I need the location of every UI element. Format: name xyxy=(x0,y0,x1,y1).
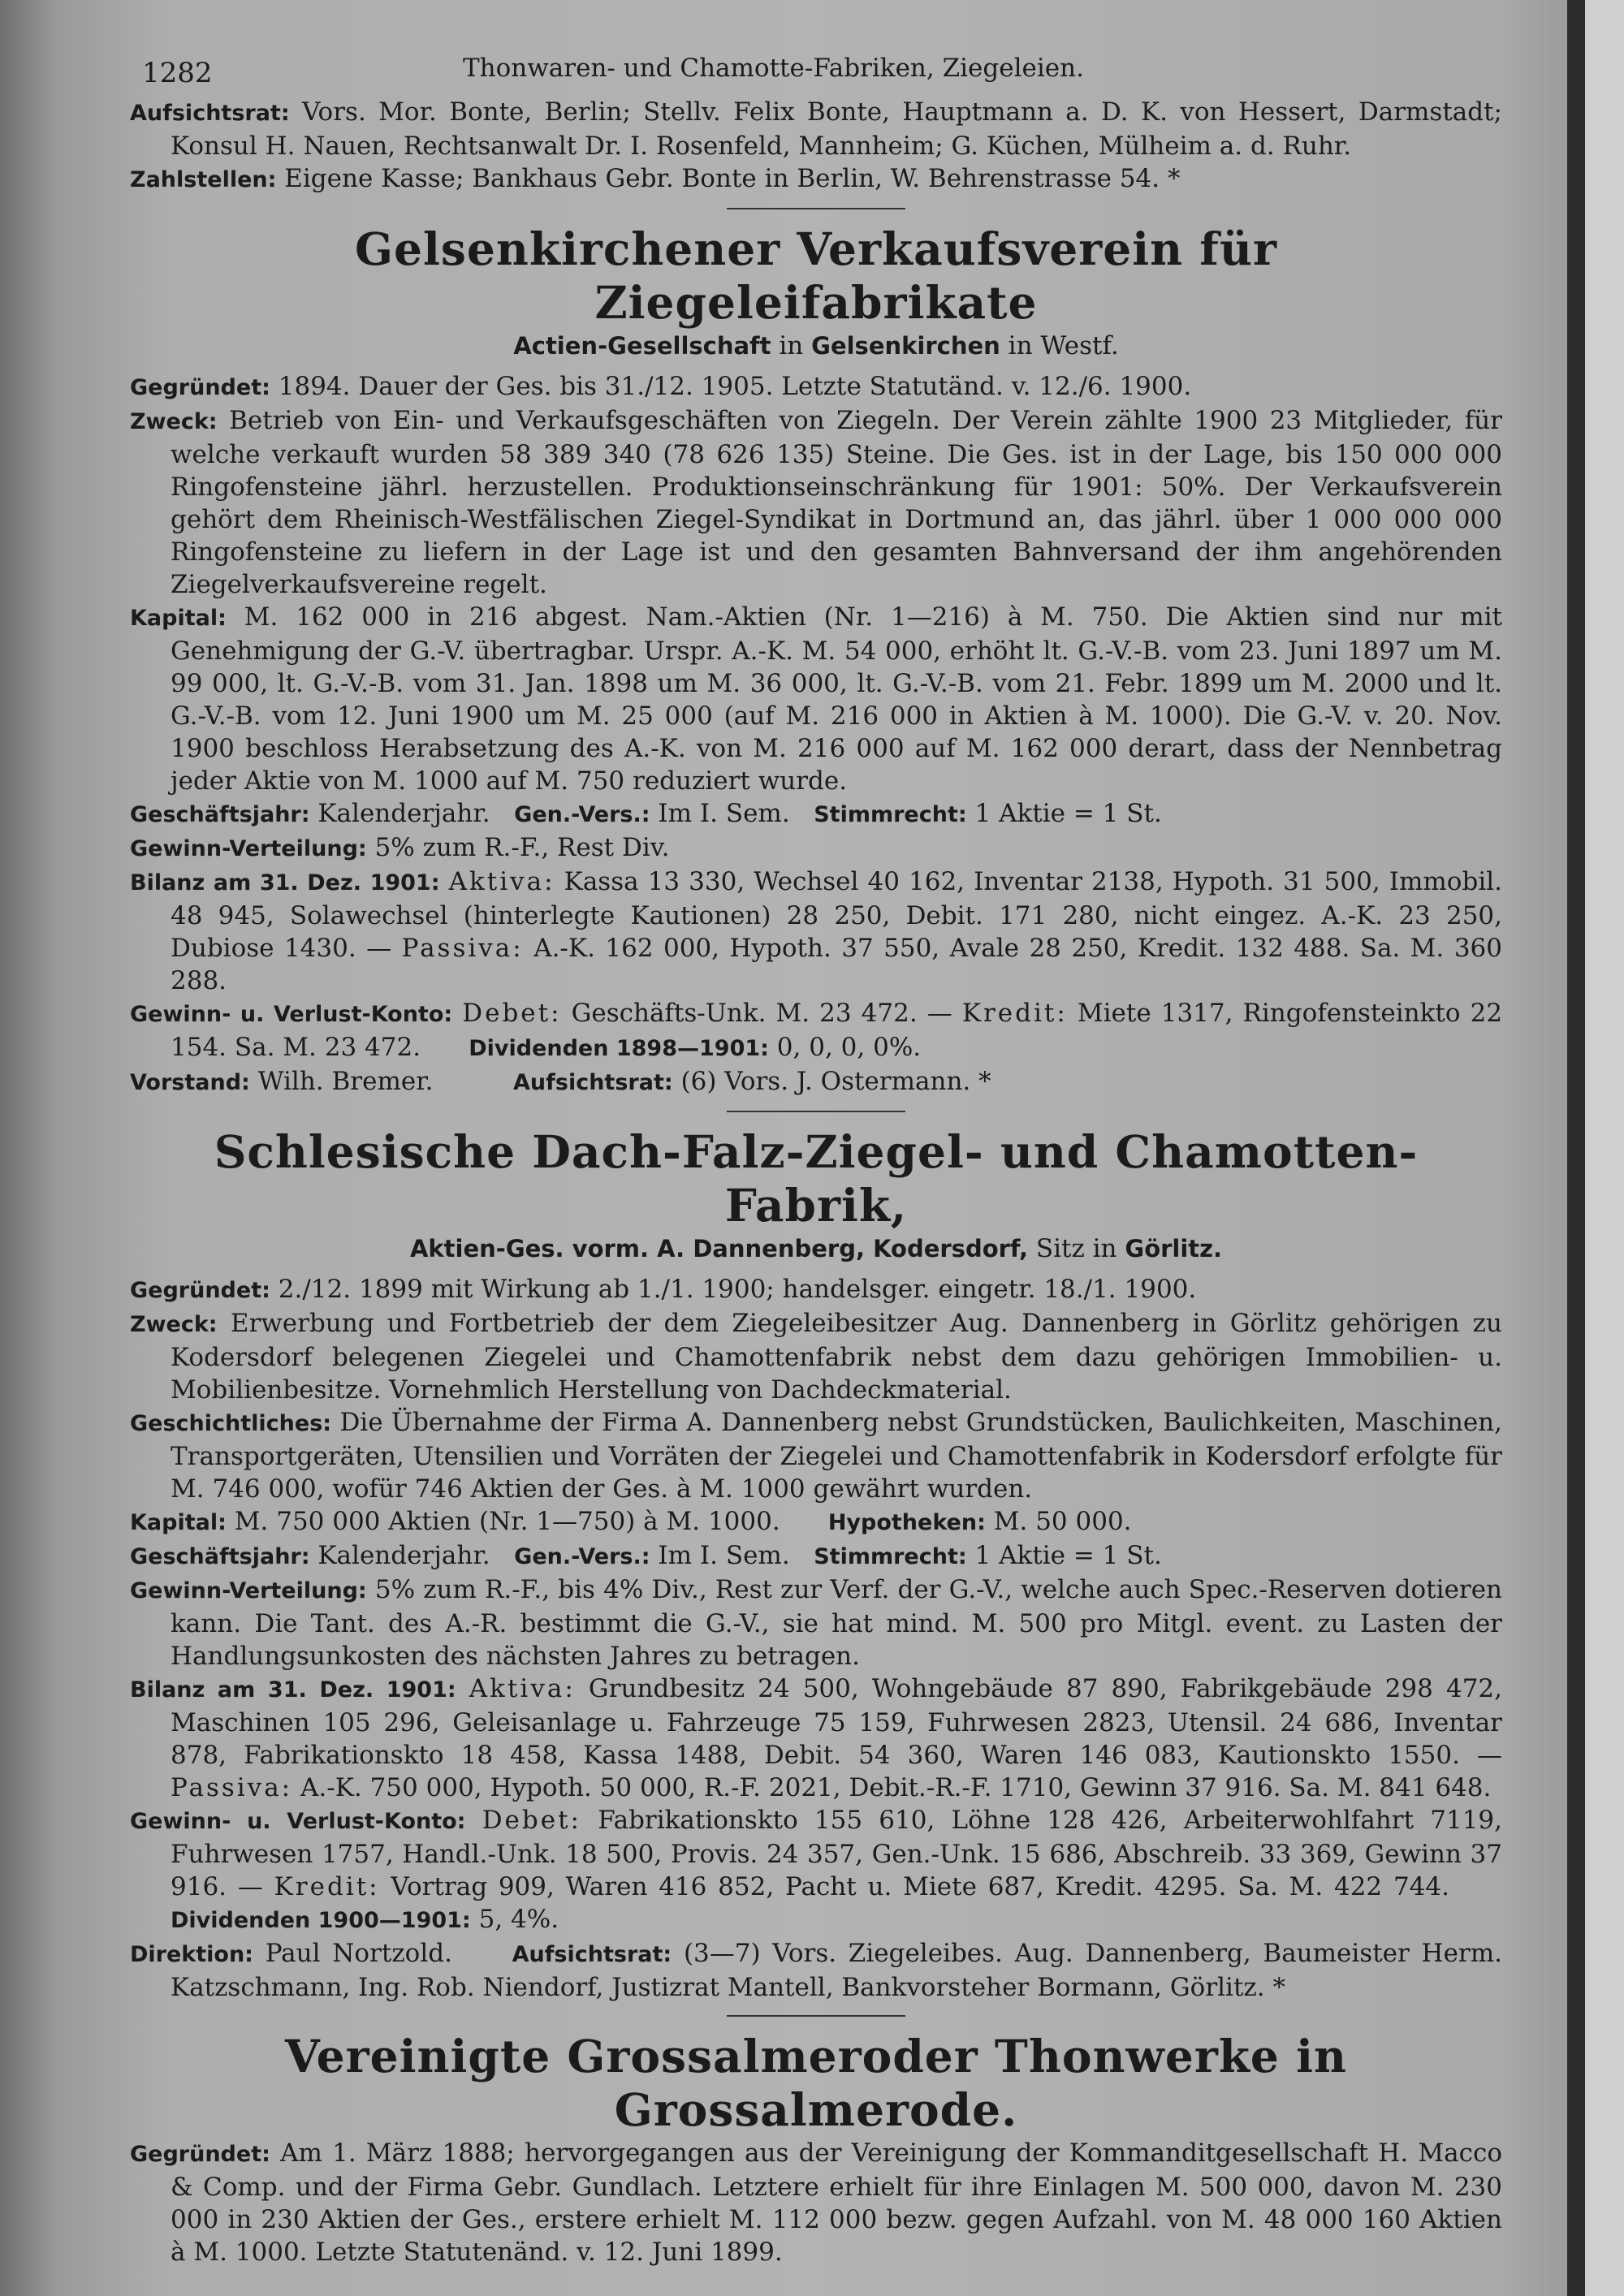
text: (3—7) Vors. Ziegeleibes. Aug. Dannenberg, Baumeister Herm. Katzschmann, Ing. Rob. Niendorf, Justizrat Mantell, Bankvorsteher Bormann, Görlitz. * xyxy=(171,1939,1503,2002)
subtitle-bold: Actien-Gesellschaft xyxy=(513,332,771,360)
label: Bilanz am 31. Dez. 1901: xyxy=(130,1677,456,1703)
gegruendet-entry xyxy=(130,1273,1502,1307)
text: Wilh. Bremer. xyxy=(257,1067,434,1096)
label: Dividenden 1898—1901: xyxy=(469,1036,769,1061)
debet-label: Debet: xyxy=(482,1806,581,1835)
page-edge xyxy=(1585,0,1624,2296)
top-zahlstellen xyxy=(130,162,1502,196)
aktiva-label: Aktiva: xyxy=(469,1674,576,1703)
label: Zahlstellen: xyxy=(130,167,277,192)
text: 5, 4%. xyxy=(478,1905,559,1934)
direktion-entry xyxy=(130,1937,1502,2004)
company-title: Gelsenkirchener Verkaufsverein für Ziegeleifabrikate xyxy=(355,222,1277,329)
label: Kapital: xyxy=(130,1510,227,1535)
vorstand-entry xyxy=(130,1065,1502,1099)
label: Direktion: xyxy=(130,1942,253,1967)
page-content xyxy=(130,49,1502,2268)
label: Kapital: xyxy=(130,606,227,631)
text: Kalenderjahr. xyxy=(317,1541,490,1570)
text: Betrieb von Ein- und Verkaufsgeschäften von Ziegeln. Der Verein zählte 1900 23 Mitglieder, für welche verkauft wurden 58 389 340 (78 626 135) Steine. Die Ges. ist in der Lage, bis 150 000 000 Ringofensteine jährl. herzustellen. Produktionseinschränkung für 1901: 50%. Der Verkaufsverein gehört dem Rheinisch-Westfälischen Ziegel-Syndikat in Dortmund an, das jährl. über 1 000 000 000 Ringofensteine zu liefern in der Lage ist und den gesamten Bahnversand der ihm angehörenden Ziegelverkaufsvereine regelt. xyxy=(171,406,1503,599)
text: Am 1. März 1888; hervorgegangen aus der Vereinigung der Kommanditgesellschaft H. Macco & Comp. und der Firma Gebr. Gundlach. Letztere erhielt für ihre Einlagen M. 500 000, davon M. 230 000 in 230 Aktien der Ges., erstere erhielt M. 112 000 bezw. gegen Aufzahl. von M. 48 000 160 Aktien à M. 1000. Letzte Statutenänd. v. 12. Juni 1899. xyxy=(171,2138,1502,2267)
label: Gen.-Vers.: xyxy=(514,802,650,827)
separator-rule xyxy=(727,1111,905,1112)
gegruendet-entry xyxy=(130,2137,1502,2268)
text: Vortrag 909, Waren 416 852, Pacht u. Miete 687, Kredit. 4295. Sa. M. 422 744. xyxy=(391,1872,1449,1901)
kapital-entry xyxy=(130,1505,1502,1539)
text: M. 750 000 Aktien (Nr. 1—750) à M. 1000. xyxy=(234,1507,780,1536)
label: Gegründet: xyxy=(130,2142,270,2167)
passiva-label: Passiva: xyxy=(171,1773,293,1802)
running-head xyxy=(130,49,1502,96)
text: 5% zum R.-F., Rest Div. xyxy=(374,833,670,862)
passiva-label: Passiva: xyxy=(401,934,524,963)
label: Bilanz am 31. Dez. 1901: xyxy=(130,870,440,896)
label: Aufsichtsrat: xyxy=(513,1070,673,1095)
text: Im I. Sem. xyxy=(658,1541,790,1570)
text: Vors. Mor. Bonte, Berlin; Stellv. Felix Bonte, Hauptmann a. D. K. von Hessert, Darmstadt; Konsul H. Nauen, Rechtsanwalt Dr. I. Rosenfeld, Mannheim; G. Küchen, Mülheim a. d. Ruhr. xyxy=(171,97,1503,161)
text: Erwerbung und Fortbetrieb der dem Ziegeleibesitzer Aug. Dannenberg in Görlitz gehörigen zu Kodersdorf belegenen Ziegelei und Chamottenfabrik nebst dem dazu gehörigen Immobilien- u. Mobilienbesitze. Vornehmlich Herstellung von Dachdeckmaterial. xyxy=(171,1309,1502,1405)
label: Geschäftsjahr: xyxy=(130,802,310,827)
label: Dividenden 1900—1901: xyxy=(171,1908,471,1933)
label: Gegründet: xyxy=(130,375,270,400)
text: Grundbesitz 24 500, Wohngebäude 87 890, Fabrikgebäude 298 472, Maschinen 105 296, Geleisanlage u. Fahrzeuge 75 159, Fuhrwesen 2823, Utensil. 24 686, Inventar 878, Fabrikationskto 18 458, Kassa 1488, Debit. 54 360, Waren 146 083, Kautionskto 1550. — xyxy=(171,1674,1502,1770)
text: Paul Nortzold. xyxy=(265,1939,452,1968)
geschaeftsjahr-entry xyxy=(130,1539,1502,1573)
debet-label: Debet: xyxy=(462,999,562,1028)
separator-rule xyxy=(727,208,905,209)
gewinn-verteilung-entry xyxy=(130,831,1502,865)
label: Gewinn-Verteilung: xyxy=(130,836,367,861)
gewinn-verteilung-entry xyxy=(130,1573,1502,1672)
text: Miete 1317, Ringofensteinkto 22 154. Sa. M. 23 472. xyxy=(171,999,1503,1062)
company-subtitle xyxy=(130,330,1502,362)
text: Im I. Sem. xyxy=(658,799,790,828)
text: (6) Vors. J. Ostermann. * xyxy=(680,1067,991,1096)
company-title: Vereinigte Grossalmeroder Thonwerke in Grossalmerode. xyxy=(285,2030,1347,2136)
aktiva-label: Aktiva: xyxy=(448,867,555,896)
subtitle-bold: Aktien-Ges. vorm. A. Dannenberg, Kodersdorf, xyxy=(409,1235,1028,1262)
subtitle-text: in Westf. xyxy=(1008,331,1119,360)
subtitle-bold: Görlitz. xyxy=(1125,1235,1223,1262)
page-gutter-shadow xyxy=(1567,0,1585,2296)
text: 1 Aktie = 1 St. xyxy=(974,1541,1162,1570)
label: Stimmrecht: xyxy=(814,802,967,827)
text: 1 Aktie = 1 St. xyxy=(974,799,1162,828)
label: Zweck: xyxy=(130,409,218,434)
text: Kalenderjahr. xyxy=(317,799,490,828)
label: Gen.-Vers.: xyxy=(514,1544,650,1569)
guv-entry xyxy=(130,1804,1502,1937)
subtitle-text: Sitz in xyxy=(1035,1234,1117,1263)
top-aufsichtsrat xyxy=(130,96,1502,162)
kapital-entry xyxy=(130,601,1502,797)
bilanz-entry xyxy=(130,865,1502,997)
subtitle-bold: Gelsenkirchen xyxy=(811,332,1000,360)
text: 2./12. 1899 mit Wirkung ab 1./1. 1900; handelsger. eingetr. 18./1. 1900. xyxy=(278,1275,1197,1304)
text: A.-K. 162 000, Hypoth. 37 550, Avale 28 250, Kredit. 132 488. Sa. M. 360 288. xyxy=(171,934,1502,995)
company-title: Schlesische Dach-Falz-Ziegel- und Chamotten-Fabrik, xyxy=(214,1125,1419,1232)
label: Gegründet: xyxy=(130,1278,270,1303)
text: A.-K. 750 000, Hypoth. 50 000, R.-F. 2021, Debit.-R.-F. 1710, Gewinn 37 916. Sa. M. 841 648. xyxy=(300,1773,1492,1802)
text: 0, 0, 0, 0%. xyxy=(776,1033,922,1062)
text: M. 50 000. xyxy=(993,1507,1132,1536)
geschichtliches-entry xyxy=(130,1406,1502,1505)
kredit-label: Kredit: xyxy=(274,1872,380,1901)
label: Gewinn-Verteilung: xyxy=(130,1578,367,1603)
running-title: Thonwaren- und Chamotte-Fabriken, Ziegeleien. xyxy=(463,54,1084,83)
label: Geschichtliches: xyxy=(130,1411,332,1436)
text: 1894. Dauer der Ges. bis 31./12. 1905. Letzte Statutänd. v. 12./6. 1900. xyxy=(278,372,1192,401)
kredit-label: Kredit: xyxy=(961,999,1068,1028)
label: Stimmrecht: xyxy=(814,1544,967,1569)
text: Kassa 13 330, Wechsel 40 162, Inventar 2138, Hypoth. 31 500, Immobil. 48 945, Solawechsel (hinterlegte Kautionen) 28 250, Debit. 171 280, nicht eingez. A.-K. 23 250, Dubiose 1430. — xyxy=(171,867,1503,963)
text: 5% zum R.-F., bis 4% Div., Rest zur Verf. der G.-V., welche auch Spec.-Reserven dotieren kann. Die Tant. des A.-R. bestimmt die G.-V., sie hat mind. M. 500 pro Mitgl. event. zu Lasten der Handlungsunkosten des nächsten Jahres zu betragen. xyxy=(171,1575,1503,1671)
label: Gewinn- u. Verlust-Konto: xyxy=(130,1002,453,1027)
gegruendet-entry xyxy=(130,370,1502,404)
label: Vorstand: xyxy=(130,1070,250,1095)
label: Aufsichtsrat: xyxy=(512,1942,672,1967)
text: Fabrikationskto 155 610, Löhne 128 426, Arbeiterwohlfahrt 7119, Fuhrwesen 1757, Handl.-Unk. 18 500, Provis. 24 357, Gen.-Unk. 15 686, Abschreib. 33 369, Gewinn 37 916. — xyxy=(171,1806,1502,1901)
separator-rule xyxy=(727,2015,905,2017)
page-number: 1282 xyxy=(142,57,213,89)
text: M. 162 000 in 216 abgest. Nam.-Aktien (Nr. 1—216) à M. 750. Die Aktien sind nur mit Genehmigung der G.-V. übertragbar. Urspr. A.-K. M. 54 000, erhöht lt. G.-V.-B. vom 23. Juni 1897 um M. 99 000, lt. G.-V.-B. vom 31. Jan. 1898 um M. 36 000, lt. G.-V.-B. vom 21. Febr. 1899 um M. 2000 und lt. G.-V.-B. vom 12. Juni 1900 um M. 25 000 (auf M. 216 000 in Aktien à M. 1000). Die G.-V. v. 20. Nov. 1900 beschloss Herabsetzung des A.-K. von M. 216 000 auf M. 162 000 derart, dass der Nennbetrag jeder Aktie von M. 1000 auf M. 750 reduziert wurde. xyxy=(171,602,1503,796)
bilanz-entry xyxy=(130,1672,1502,1804)
label: Hypotheken: xyxy=(827,1510,986,1535)
subtitle-text: in xyxy=(779,331,804,360)
label: Geschäftsjahr: xyxy=(130,1544,310,1569)
label: Gewinn- u. Verlust-Konto: xyxy=(130,1809,466,1834)
geschaeftsjahr-entry xyxy=(130,797,1502,831)
label: Aufsichtsrat: xyxy=(130,101,290,126)
zweck-entry xyxy=(130,1307,1502,1406)
text: Eigene Kasse; Bankhaus Gebr. Bonte in Berlin, W. Behrenstrasse 54. * xyxy=(284,164,1181,193)
guv-entry xyxy=(130,997,1502,1065)
zweck-entry xyxy=(130,404,1502,601)
label: Zweck: xyxy=(130,1312,218,1337)
text: Die Übernahme der Firma A. Dannenberg nebst Grundstücken, Baulichkeiten, Maschinen, Transportgeräten, Utensilien und Vorräten der Ziegelei und Chamottenfabrik in Kodersdorf erfolgte für M. 746 000, wofür 746 Aktien der Ges. à M. 1000 gewährt wurden. xyxy=(171,1408,1503,1504)
company-subtitle xyxy=(130,1232,1502,1265)
text: Geschäfts-Unk. M. 23 472. — xyxy=(571,999,952,1028)
